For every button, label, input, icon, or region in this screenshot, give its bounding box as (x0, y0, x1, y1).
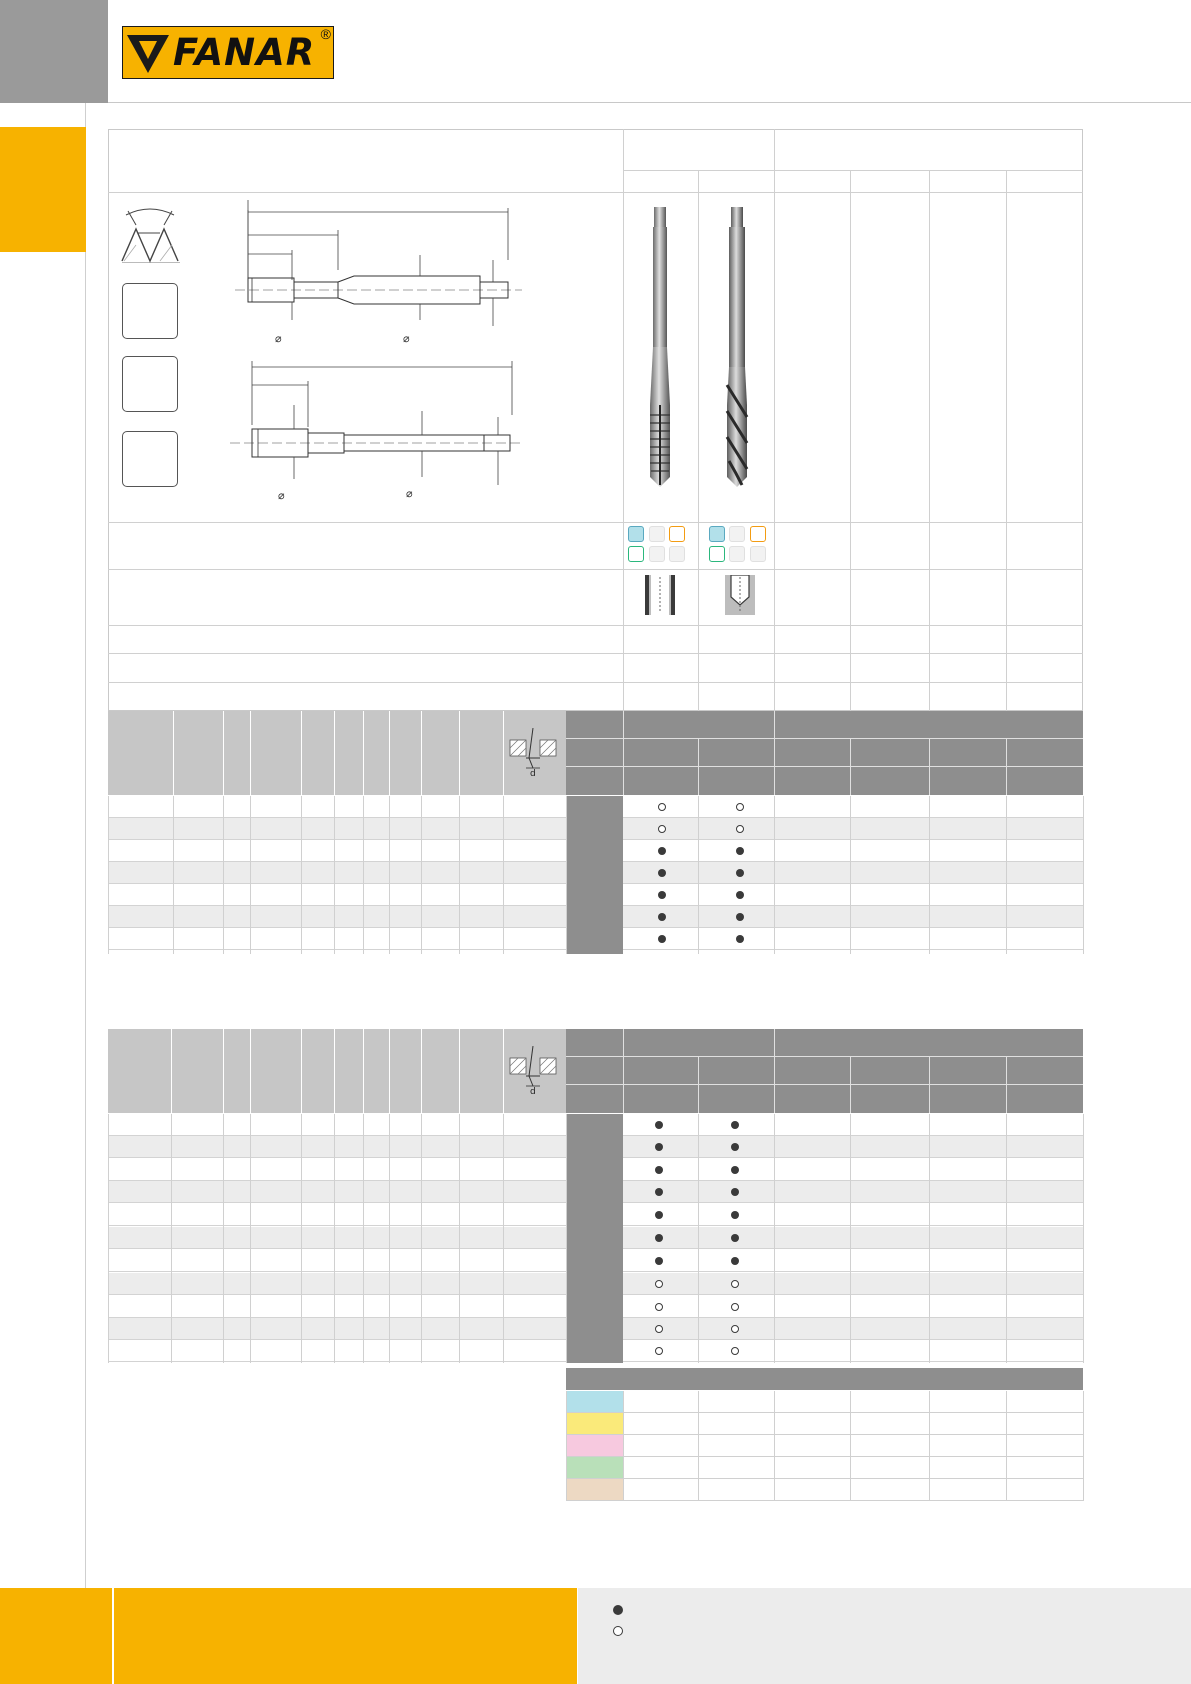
filled-dot-icon (658, 891, 666, 899)
material-color-swatch (566, 1479, 623, 1500)
table1-size-column (566, 796, 623, 954)
blind-hole-icon (725, 575, 755, 615)
filled-dot-icon (731, 1188, 739, 1196)
logo-registered-mark: ® (320, 26, 331, 42)
logo-text: FANAR (173, 31, 316, 74)
spec-icon-box-3 (122, 431, 178, 487)
filled-dot-icon (731, 1211, 739, 1219)
material-color-swatch (566, 1435, 623, 1456)
hollow-dot-icon (731, 1280, 739, 1288)
filled-dot-icon (736, 847, 744, 855)
material-color-swatch (566, 1457, 623, 1478)
tap-drawing-2 (228, 355, 528, 505)
left-margin-line (85, 103, 86, 1588)
thread-profile-icon (120, 205, 182, 263)
tap-drawing-1 (230, 200, 530, 350)
hollow-dot-icon (655, 1303, 663, 1311)
hollow-dot-icon (658, 825, 666, 833)
svg-text:d: d (530, 1087, 536, 1094)
svg-text:⌀: ⌀ (275, 332, 282, 345)
table1-header-left (108, 711, 566, 795)
footer-orange-block (114, 1588, 577, 1684)
filled-dot-icon (655, 1121, 663, 1129)
coating-swatch-blank (649, 526, 665, 542)
coating-swatch-blank (729, 546, 745, 562)
logo-v-icon (125, 29, 171, 75)
coating-swatch-orange (750, 526, 766, 542)
hollow-dot-icon (731, 1325, 739, 1333)
svg-text:⌀: ⌀ (278, 489, 285, 502)
spec-icon-box-2 (122, 356, 178, 412)
header-grey-block (0, 0, 108, 103)
filled-dot-icon (658, 913, 666, 921)
filled-dot-icon (655, 1211, 663, 1219)
filled-dot-icon (731, 1257, 739, 1265)
svg-text:⌀: ⌀ (403, 332, 410, 345)
filled-dot-icon (731, 1143, 739, 1151)
coating-swatch-blank (669, 546, 685, 562)
hollow-dot-icon (613, 1626, 623, 1636)
filled-dot-icon (655, 1166, 663, 1174)
material-color-swatch (566, 1391, 623, 1412)
coating-swatch-orange (669, 526, 685, 542)
filled-dot-icon (658, 869, 666, 877)
filled-dot-icon (655, 1188, 663, 1196)
legend-header (566, 1368, 1083, 1390)
filled-dot-icon (655, 1234, 663, 1242)
hollow-dot-icon (655, 1325, 663, 1333)
filled-dot-icon (736, 891, 744, 899)
filled-dot-icon (736, 913, 744, 921)
filled-dot-icon (658, 847, 666, 855)
filled-dot-icon (736, 935, 744, 943)
spec-icon-box-1 (122, 283, 178, 339)
coating-swatch-blank (729, 526, 745, 542)
straight-flute-tap-image (643, 205, 677, 487)
coating-swatch-blue (709, 526, 725, 542)
through-hole-icon (645, 575, 675, 615)
footer-legend-block (578, 1588, 1191, 1684)
filled-dot-icon (736, 869, 744, 877)
footer-page-block (0, 1588, 112, 1684)
filled-dot-icon (731, 1121, 739, 1129)
header-divider (108, 102, 1191, 103)
table2-header-right-top (566, 1029, 1083, 1056)
filled-dot-icon (731, 1234, 739, 1242)
table2-size-column (566, 1114, 623, 1363)
filled-dot-icon (731, 1166, 739, 1174)
material-color-swatch (566, 1413, 623, 1434)
coating-swatch-blank (649, 546, 665, 562)
hollow-dot-icon (736, 803, 744, 811)
filled-dot-icon (613, 1605, 623, 1615)
hollow-dot-icon (731, 1303, 739, 1311)
coating-swatch-blank (750, 546, 766, 562)
hollow-dot-icon (655, 1347, 663, 1355)
table2-header-left (108, 1029, 566, 1113)
fanar-logo (122, 26, 334, 79)
drill-diameter-icon (508, 728, 558, 776)
drill-diameter-icon (508, 1046, 558, 1094)
svg-text:⌀: ⌀ (406, 487, 413, 500)
hollow-dot-icon (731, 1347, 739, 1355)
coating-swatch-green (628, 546, 644, 562)
coating-swatch-green (709, 546, 725, 562)
filled-dot-icon (655, 1257, 663, 1265)
section-tab (0, 127, 86, 252)
svg-text:d: d (530, 769, 536, 776)
spiral-flute-tap-image (720, 205, 754, 487)
table1-header-right-top (566, 711, 1083, 738)
coating-swatch-blue (628, 526, 644, 542)
hollow-dot-icon (736, 825, 744, 833)
filled-dot-icon (658, 935, 666, 943)
filled-dot-icon (655, 1143, 663, 1151)
hollow-dot-icon (655, 1280, 663, 1288)
hollow-dot-icon (658, 803, 666, 811)
